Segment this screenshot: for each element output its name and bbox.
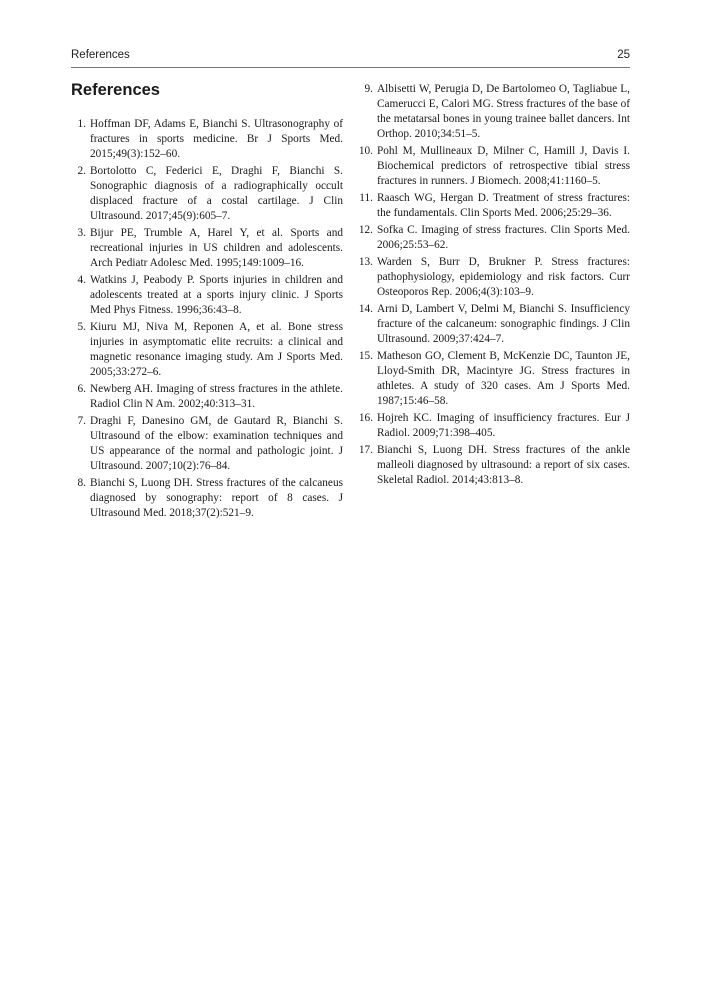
reference-text: Albisetti W, Perugia D, De Bartolomeo O, Tagliabue L, Camerucci E, Calori MG. Stress fractures of the base of the metatarsal bones in young trainee ballet dancers. Int Orthop. 2010;34:51–5. bbox=[377, 83, 630, 140]
reference-item bbox=[358, 223, 630, 253]
reference-item bbox=[71, 164, 343, 224]
reference-text: Draghi F, Danesino GM, de Gautard R, Bianchi S. Ultrasound of the elbow: examination techniques and US appearance of the normal and pathologic joint. J Ultrasound. 2007;10(2):76–84. bbox=[90, 415, 343, 472]
running-header-section: References bbox=[71, 49, 130, 61]
reference-item bbox=[71, 320, 343, 380]
reference-number: 15. bbox=[358, 350, 373, 362]
references-heading: References bbox=[71, 81, 160, 99]
reference-number: 1. bbox=[77, 118, 86, 130]
reference-list-right bbox=[358, 82, 630, 490]
reference-text: Hoffman DF, Adams E, Bianchi S. Ultrasonography of fractures in sports medicine. Br J Sports Med. 2015;49(3):152–60. bbox=[90, 118, 343, 160]
running-header bbox=[71, 47, 630, 65]
reference-item bbox=[71, 273, 343, 318]
reference-item bbox=[71, 226, 343, 271]
reference-number: 14. bbox=[358, 303, 373, 315]
reference-number: 8. bbox=[77, 477, 86, 489]
reference-item bbox=[358, 349, 630, 409]
reference-number: 11. bbox=[359, 192, 373, 204]
reference-item bbox=[358, 191, 630, 221]
reference-text: Watkins J, Peabody P. Sports injuries in children and adolescents treated at a sports injury clinic. J Sports Med Phys Fitness. 1996;36:43–8. bbox=[90, 274, 343, 316]
reference-number: 9. bbox=[364, 83, 373, 95]
reference-number: 2. bbox=[77, 165, 86, 177]
reference-number: 16. bbox=[358, 412, 373, 424]
reference-item bbox=[358, 144, 630, 189]
reference-item bbox=[71, 117, 343, 162]
reference-item bbox=[358, 255, 630, 300]
reference-text: Matheson GO, Clement B, McKenzie DC, Taunton JE, Lloyd-Smith DR, Macintyre JG. Stress fractures in athletes. A study of 320 cases. Am J Sports Med. 1987;15:46–58. bbox=[377, 350, 630, 407]
reference-text: Kiuru MJ, Niva M, Reponen A, et al. Bone stress injuries in asymptomatic elite recruits: a clinical and magnetic resonance imaging study. Am J Sports Med. 2005;33:272–6. bbox=[90, 321, 343, 378]
header-rule bbox=[71, 67, 630, 68]
reference-number: 4. bbox=[77, 274, 86, 286]
reference-text: Bijur PE, Trumble A, Harel Y, et al. Sports and recreational injuries in US children and adolescents. Arch Pediatr Adolesc Med. 1995;149:1009–16. bbox=[90, 227, 343, 269]
reference-item bbox=[71, 382, 343, 412]
reference-number: 12. bbox=[358, 224, 373, 236]
reference-text: Bortolotto C, Federici E, Draghi F, Bianchi S. Sonographic diagnosis of a radiographically occult displaced fracture of a costal cartilage. J Clin Ultrasound. 2017;45(9):605–7. bbox=[90, 165, 343, 222]
reference-text: Newberg AH. Imaging of stress fractures in the athlete. Radiol Clin N Am. 2002;40:313–31. bbox=[90, 383, 343, 410]
reference-text: Raasch WG, Hergan D. Treatment of stress fractures: the fundamentals. Clin Sports Med. 2006;25:29–36. bbox=[377, 192, 630, 219]
reference-text: Arni D, Lambert V, Delmi M, Bianchi S. Insufficiency fracture of the calcaneum: sonographic findings. J Clin Ultrasound. 2009;37:424–7. bbox=[377, 303, 630, 345]
reference-number: 5. bbox=[77, 321, 86, 333]
page-number: 25 bbox=[617, 49, 630, 61]
reference-number: 6. bbox=[77, 383, 86, 395]
reference-list-left bbox=[71, 117, 343, 523]
reference-item bbox=[358, 82, 630, 142]
reference-item bbox=[71, 414, 343, 474]
reference-text: Hojreh KC. Imaging of insufficiency fractures. Eur J Radiol. 2009;71:398–405. bbox=[377, 412, 630, 439]
reference-item bbox=[71, 476, 343, 521]
reference-number: 17. bbox=[358, 444, 373, 456]
reference-text: Bianchi S, Luong DH. Stress fractures of the calcaneus diagnosed by sonography: report of 8 cases. J Ultrasound Med. 2018;37(2):521–9. bbox=[90, 477, 343, 519]
reference-number: 3. bbox=[77, 227, 86, 239]
reference-text: Sofka C. Imaging of stress fractures. Clin Sports Med. 2006;25:53–62. bbox=[377, 224, 630, 251]
reference-item bbox=[358, 443, 630, 488]
reference-item bbox=[358, 302, 630, 347]
reference-number: 7. bbox=[77, 415, 86, 427]
reference-text: Pohl M, Mullineaux D, Milner C, Hamill J, Davis I. Biochemical predictors of retrospective tibial stress fractures in runners. J Biomech. 2008;41:1160–5. bbox=[377, 145, 630, 187]
reference-text: Warden S, Burr D, Brukner P. Stress fractures: pathophysiology, epidemiology and risk factors. Curr Osteoporos Rep. 2006;4(3):103–9. bbox=[377, 256, 630, 298]
reference-text: Bianchi S, Luong DH. Stress fractures of the ankle malleoli diagnosed by ultrasound: a report of six cases. Skeletal Radiol. 2014;43:813–8. bbox=[377, 444, 630, 486]
reference-number: 13. bbox=[358, 256, 373, 268]
reference-item bbox=[358, 411, 630, 441]
reference-number: 10. bbox=[358, 145, 373, 157]
